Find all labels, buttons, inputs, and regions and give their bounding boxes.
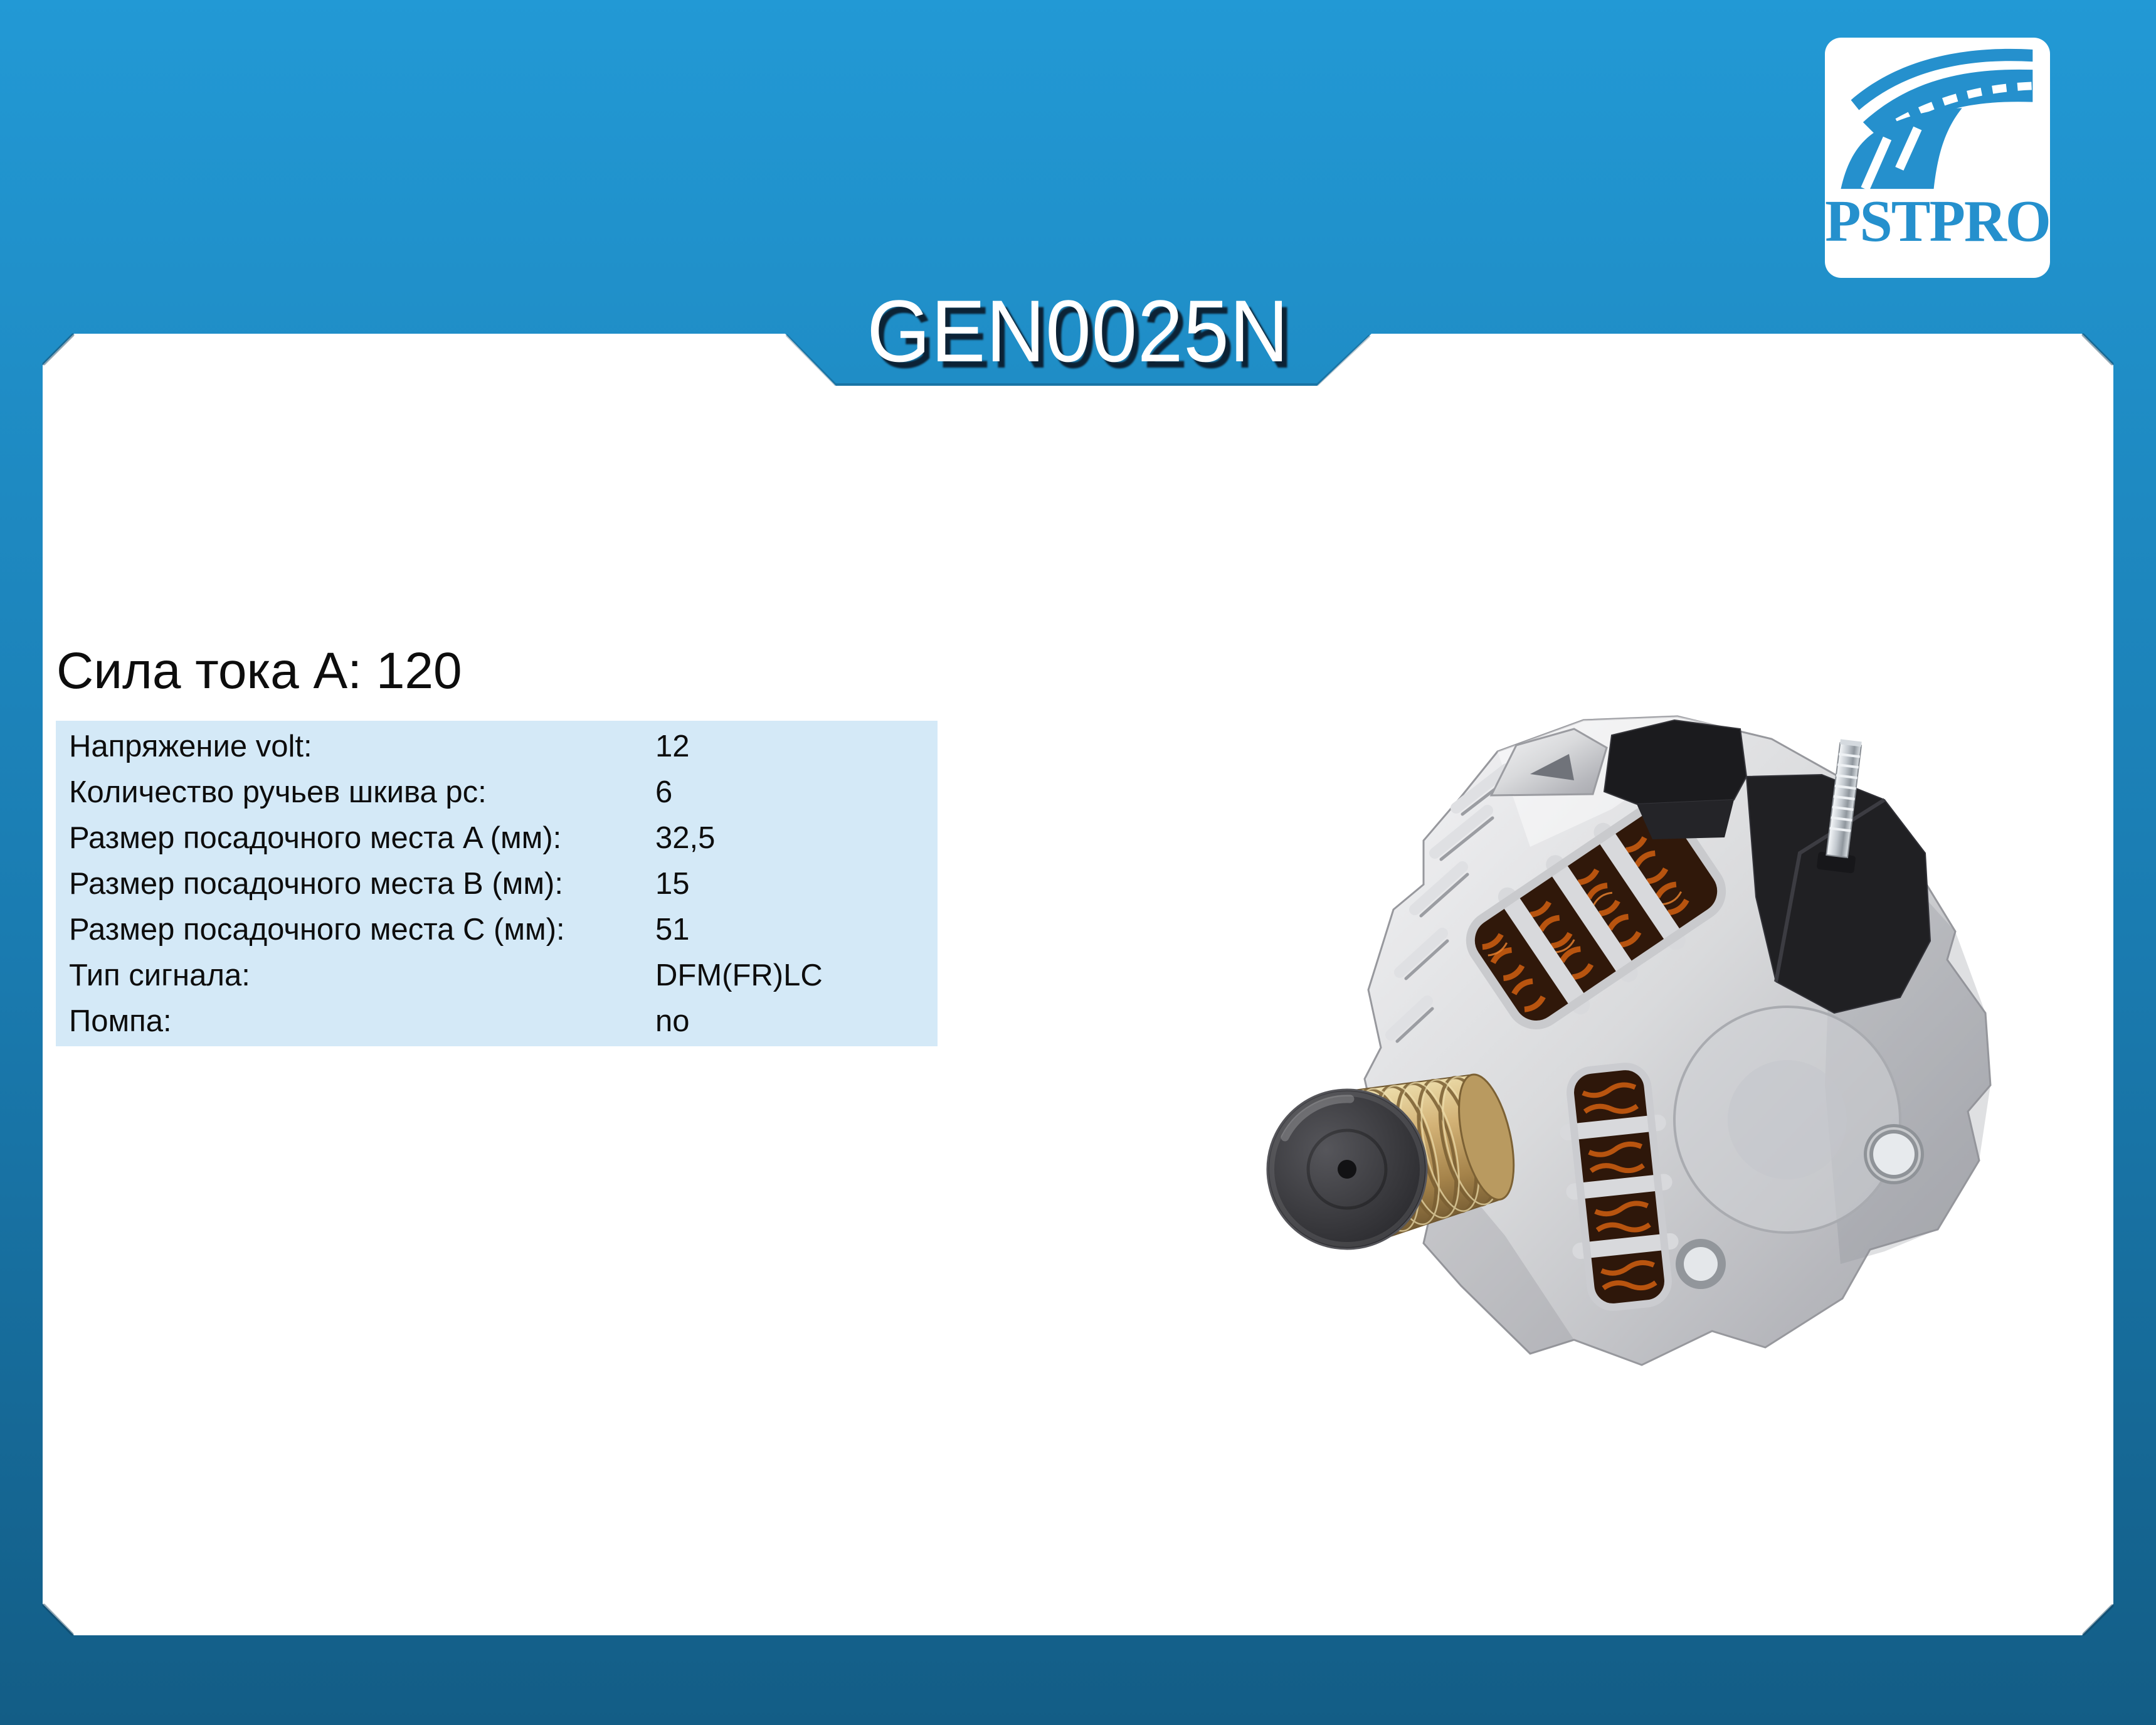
mounting-hole xyxy=(1676,1239,1726,1289)
spec-label: Размер посадочного места C (мм): xyxy=(69,912,565,947)
spec-value: DFM(FR)LC xyxy=(655,958,823,992)
spec-row xyxy=(56,906,938,952)
spec-row xyxy=(56,815,938,861)
spec-label: Количество ручьев шкива pc: xyxy=(69,775,487,809)
alternator-illustration xyxy=(1235,646,2000,1374)
spec-value: 51 xyxy=(655,912,690,947)
spec-label: Размер посадочного места B (мм): xyxy=(69,866,563,901)
spec-row xyxy=(56,769,938,815)
spec-value: 15 xyxy=(655,866,690,901)
spec-row xyxy=(56,998,938,1044)
spec-row xyxy=(56,861,938,906)
spec-row xyxy=(56,723,938,769)
spec-label: Напряжение volt: xyxy=(69,729,312,763)
spec-table xyxy=(56,721,938,1046)
spec-label: Тип сигнала: xyxy=(69,958,250,992)
current-summary: Сила тока A: 120 xyxy=(56,642,462,699)
part-number: GEN0025N xyxy=(867,282,1289,380)
spec-value: 32,5 xyxy=(655,820,716,855)
mounting-hole xyxy=(1864,1124,1924,1184)
bridge-road-icon xyxy=(1837,38,2039,191)
spec-value: no xyxy=(655,1004,690,1038)
brand-logo xyxy=(1825,38,2050,278)
part-number-banner xyxy=(0,282,2156,380)
spec-row xyxy=(56,952,938,998)
brand-name: PSTPRO xyxy=(1825,189,2050,254)
spec-value: 12 xyxy=(655,729,690,763)
spec-label: Размер посадочного места A (мм): xyxy=(69,820,562,855)
spec-label: Помпа: xyxy=(69,1004,172,1038)
spec-value: 6 xyxy=(655,775,673,809)
